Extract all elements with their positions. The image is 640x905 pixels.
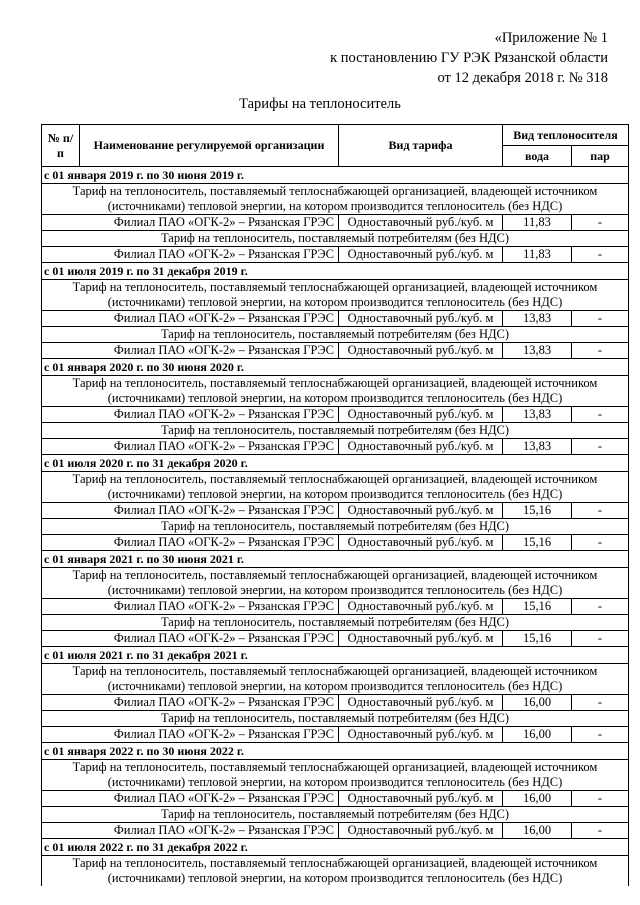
appendix-header: [330, 28, 608, 88]
period-row: [42, 743, 629, 760]
table-row: [42, 727, 629, 743]
org-name-cell: Филиал ПАО «ОГК-2» – Рязанская ГРЭС: [42, 407, 339, 423]
tariff-type-cell: Одноставочный руб./куб. м: [339, 631, 503, 647]
consumer-description: Тариф на теплоноситель, поставляемый потребителям (без НДС): [42, 327, 629, 343]
supply-description: Тариф на теплоноситель, поставляемый теплоснабжающей организацией, владеющей источником (источниками) тепловой энергии, на котором производится теплоноситель (без НДС): [42, 664, 629, 695]
water-value-consumer: 11,83: [503, 247, 572, 263]
org-name-cell: Филиал ПАО «ОГК-2» – Рязанская ГРЭС: [42, 343, 339, 359]
water-value-consumer: 16,00: [503, 823, 572, 839]
appendix-line-1: «Приложение № 1: [494, 30, 608, 46]
supply-description-row: [42, 280, 629, 311]
steam-value-cell: -: [572, 311, 629, 327]
water-value-consumer: 13,83: [503, 439, 572, 455]
steam-value-cell: -: [572, 823, 629, 839]
consumer-description: Тариф на теплоноситель, поставляемый потребителям (без НДС): [42, 231, 629, 247]
supply-description: Тариф на теплоноситель, поставляемый теплоснабжающей организацией, владеющей источником (источниками) тепловой энергии, на котором производится теплоноситель (без НДС): [42, 760, 629, 791]
period-label: с 01 января 2020 г. по 30 июня 2020 г.: [42, 359, 629, 376]
col-header-type: Вид тарифа: [339, 125, 503, 167]
table-row: [42, 631, 629, 647]
col-header-coolant: Вид теплоносителя: [503, 125, 629, 146]
consumer-description: Тариф на теплоноситель, поставляемый потребителям (без НДС): [42, 423, 629, 439]
table-row: [42, 823, 629, 839]
tariff-table-body: [42, 167, 629, 887]
supply-description: Тариф на теплоноситель, поставляемый теплоснабжающей организацией, владеющей источником (источниками) тепловой энергии, на котором производится теплоноситель (без НДС): [42, 376, 629, 407]
steam-value-cell: -: [572, 791, 629, 807]
tariff-type-cell: Одноставочный руб./куб. м: [339, 727, 503, 743]
org-name-cell: Филиал ПАО «ОГК-2» – Рязанская ГРЭС: [42, 791, 339, 807]
table-row: [42, 343, 629, 359]
period-label: с 01 января 2021 г. по 30 июня 2021 г.: [42, 551, 629, 568]
water-value-consumer: 13,83: [503, 343, 572, 359]
water-value-supply: 15,16: [503, 599, 572, 615]
org-name-cell: Филиал ПАО «ОГК-2» – Рязанская ГРЭС: [42, 599, 339, 615]
steam-value-cell: -: [572, 727, 629, 743]
water-value-supply: 13,83: [503, 407, 572, 423]
consumer-description: Тариф на теплоноситель, поставляемый потребителям (без НДС): [42, 711, 629, 727]
consumer-description: Тариф на теплоноситель, поставляемый потребителям (без НДС): [42, 519, 629, 535]
steam-value-cell: -: [572, 407, 629, 423]
period-row: [42, 263, 629, 280]
org-name-cell: Филиал ПАО «ОГК-2» – Рязанская ГРЭС: [42, 631, 339, 647]
supply-description-row: [42, 184, 629, 215]
supply-description: Тариф на теплоноситель, поставляемый теплоснабжающей организацией, владеющей источником (источниками) тепловой энергии, на котором производится теплоноситель (без НДС): [42, 568, 629, 599]
period-label: с 01 июля 2020 г. по 31 декабря 2020 г.: [42, 455, 629, 472]
supply-description-row: [42, 856, 629, 887]
consumer-description-row: [42, 519, 629, 535]
appendix-line-3: от 12 декабря 2018 г. № 318: [437, 70, 608, 86]
water-value-consumer: 16,00: [503, 727, 572, 743]
water-value-supply: 11,83: [503, 215, 572, 231]
org-name-cell: Филиал ПАО «ОГК-2» – Рязанская ГРЭС: [42, 695, 339, 711]
water-value-supply: 15,16: [503, 503, 572, 519]
steam-value-cell: -: [572, 535, 629, 551]
col-header-num: № п/п: [42, 125, 80, 167]
tariff-type-cell: Одноставочный руб./куб. м: [339, 343, 503, 359]
period-row: [42, 167, 629, 184]
table-row: [42, 599, 629, 615]
tariff-type-cell: Одноставочный руб./куб. м: [339, 791, 503, 807]
org-name-cell: Филиал ПАО «ОГК-2» – Рязанская ГРЭС: [42, 503, 339, 519]
consumer-description-row: [42, 711, 629, 727]
tariff-type-cell: Одноставочный руб./куб. м: [339, 215, 503, 231]
water-value-supply: 13,83: [503, 311, 572, 327]
table-row: [42, 535, 629, 551]
supply-description: Тариф на теплоноситель, поставляемый теплоснабжающей организацией, владеющей источником (источниками) тепловой энергии, на котором производится теплоноситель (без НДС): [42, 472, 629, 503]
table-row: [42, 439, 629, 455]
period-label: с 01 июля 2021 г. по 31 декабря 2021 г.: [42, 647, 629, 664]
supply-description: Тариф на теплоноситель, поставляемый теплоснабжающей организацией, владеющей источником (источниками) тепловой энергии, на котором производится теплоноситель (без НДС): [42, 280, 629, 311]
tariff-type-cell: Одноставочный руб./куб. м: [339, 311, 503, 327]
water-value-consumer: 15,16: [503, 631, 572, 647]
consumer-description-row: [42, 807, 629, 823]
period-label: с 01 июля 2022 г. по 31 декабря 2022 г.: [42, 839, 629, 856]
org-name-cell: Филиал ПАО «ОГК-2» – Рязанская ГРЭС: [42, 535, 339, 551]
steam-value-cell: -: [572, 599, 629, 615]
tariff-type-cell: Одноставочный руб./куб. м: [339, 695, 503, 711]
water-value-supply: 16,00: [503, 695, 572, 711]
table-row: [42, 791, 629, 807]
steam-value-cell: -: [572, 215, 629, 231]
org-name-cell: Филиал ПАО «ОГК-2» – Рязанская ГРЭС: [42, 215, 339, 231]
col-header-steam: пар: [572, 146, 629, 167]
supply-description-row: [42, 760, 629, 791]
water-value-supply: 16,00: [503, 791, 572, 807]
consumer-description-row: [42, 327, 629, 343]
tariff-type-cell: Одноставочный руб./куб. м: [339, 599, 503, 615]
consumer-description-row: [42, 423, 629, 439]
org-name-cell: Филиал ПАО «ОГК-2» – Рязанская ГРЭС: [42, 439, 339, 455]
steam-value-cell: -: [572, 631, 629, 647]
table-row: [42, 215, 629, 231]
steam-value-cell: -: [572, 695, 629, 711]
steam-value-cell: -: [572, 503, 629, 519]
org-name-cell: Филиал ПАО «ОГК-2» – Рязанская ГРЭС: [42, 727, 339, 743]
period-row: [42, 839, 629, 856]
period-label: с 01 июля 2019 г. по 31 декабря 2019 г.: [42, 263, 629, 280]
tariff-type-cell: Одноставочный руб./куб. м: [339, 823, 503, 839]
consumer-description-row: [42, 615, 629, 631]
consumer-description: Тариф на теплоноситель, поставляемый потребителям (без НДС): [42, 615, 629, 631]
tariff-type-cell: Одноставочный руб./куб. м: [339, 503, 503, 519]
document-title: Тарифы на теплоноситель: [239, 96, 401, 112]
consumer-description-row: [42, 231, 629, 247]
supply-description: Тариф на теплоноситель, поставляемый теплоснабжающей организацией, владеющей источником (источниками) тепловой энергии, на котором производится теплоноситель (без НДС): [42, 184, 629, 215]
supply-description-row: [42, 472, 629, 503]
tariff-type-cell: Одноставочный руб./куб. м: [339, 247, 503, 263]
col-header-org: Наименование регулируемой организации: [80, 125, 339, 167]
supply-description-row: [42, 664, 629, 695]
supply-description: Тариф на теплоноситель, поставляемый теплоснабжающей организацией, владеющей источником (источниками) тепловой энергии, на котором производится теплоноситель (без НДС): [42, 856, 629, 887]
period-row: [42, 551, 629, 568]
org-name-cell: Филиал ПАО «ОГК-2» – Рязанская ГРЭС: [42, 247, 339, 263]
period-row: [42, 359, 629, 376]
table-row: [42, 503, 629, 519]
appendix-line-2: к постановлению ГУ РЭК Рязанской области: [330, 50, 608, 66]
tariff-type-cell: Одноставочный руб./куб. м: [339, 439, 503, 455]
table-row: [42, 407, 629, 423]
tariff-table: [41, 124, 629, 886]
period-row: [42, 455, 629, 472]
table-row: [42, 247, 629, 263]
steam-value-cell: -: [572, 247, 629, 263]
water-value-consumer: 15,16: [503, 535, 572, 551]
table-row: [42, 695, 629, 711]
table-row: [42, 311, 629, 327]
org-name-cell: Филиал ПАО «ОГК-2» – Рязанская ГРЭС: [42, 311, 339, 327]
steam-value-cell: -: [572, 343, 629, 359]
consumer-description: Тариф на теплоноситель, поставляемый потребителям (без НДС): [42, 807, 629, 823]
period-label: с 01 января 2019 г. по 30 июня 2019 г.: [42, 167, 629, 184]
tariff-type-cell: Одноставочный руб./куб. м: [339, 407, 503, 423]
supply-description-row: [42, 568, 629, 599]
col-header-water: вода: [503, 146, 572, 167]
period-row: [42, 647, 629, 664]
supply-description-row: [42, 376, 629, 407]
steam-value-cell: -: [572, 439, 629, 455]
tariff-type-cell: Одноставочный руб./куб. м: [339, 535, 503, 551]
period-label: с 01 января 2022 г. по 30 июня 2022 г.: [42, 743, 629, 760]
org-name-cell: Филиал ПАО «ОГК-2» – Рязанская ГРЭС: [42, 823, 339, 839]
